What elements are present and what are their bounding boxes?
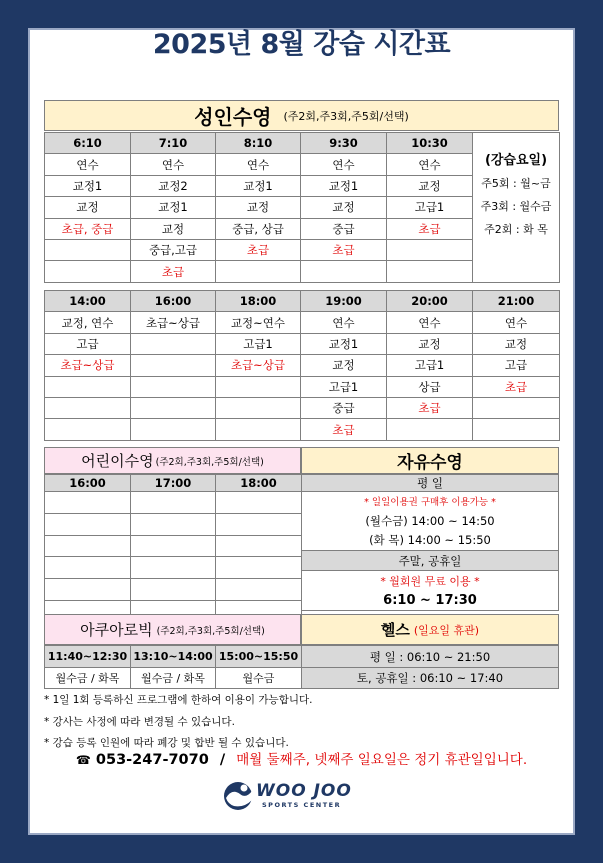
free-swim-title-text: 자유수영 [397, 453, 463, 473]
class-cell: 고급 [45, 333, 131, 354]
class-cell: 연수 [301, 154, 387, 175]
class-cell: 연수 [301, 312, 387, 333]
class-cell [216, 397, 301, 418]
class-cell [387, 419, 473, 440]
class-cell [387, 239, 473, 260]
table-row [45, 513, 302, 535]
logo-name: WOO JOO [256, 781, 352, 801]
time-header: 18:00 [216, 475, 302, 492]
class-cell [45, 419, 131, 440]
class-cell: 교정 [301, 355, 387, 376]
free-weekday-label: 평 일 [302, 475, 559, 492]
class-cell: 연수 [387, 312, 473, 333]
free-weekend-label: 주말, 공휴일 [302, 551, 559, 571]
table-row [45, 376, 560, 397]
table-row [45, 397, 560, 418]
table-row [45, 355, 560, 376]
health-weekend-row [302, 668, 559, 689]
class-cell: 교정 [131, 218, 216, 239]
class-cell [131, 397, 216, 418]
aqua-table [44, 645, 302, 689]
lesson-days-title: (강습요일) [484, 153, 548, 168]
aqua-section-title [44, 614, 301, 645]
kids-note: (주2회,주3회,주5회/선택) [155, 456, 264, 468]
class-cell: 교정 [473, 333, 560, 354]
class-cell [473, 419, 560, 440]
free-swim-title [301, 447, 559, 474]
class-cell: 초급 [216, 239, 301, 260]
aqua-title: 아쿠아로빅 [80, 621, 153, 639]
class-cell: 중급 [301, 397, 387, 418]
free-weekday-slot: (화 목) 14:00 ~ 15:50 [369, 532, 491, 547]
class-cell: 교정1 [301, 175, 387, 196]
footer-contact [44, 748, 559, 768]
table-row [45, 579, 302, 601]
class-cell: 교정~연수 [216, 312, 301, 333]
class-cell: 연수 [216, 154, 301, 175]
class-cell: 중급 [301, 218, 387, 239]
closure-notice: 매월 둘째주, 넷째주 일요일은 정기 휴관일입니다. [236, 752, 528, 768]
class-cell [45, 397, 131, 418]
health-note: (일요일 휴관) [413, 623, 480, 637]
class-cell: 연수 [473, 312, 560, 333]
class-cell [45, 239, 131, 260]
footer-separator: / [219, 752, 226, 768]
aqua-days: 월수금 [216, 668, 302, 689]
class-cell: 교정1 [301, 333, 387, 354]
table-row [45, 492, 302, 514]
lesson-days-line: 주5회 : 월~금 [481, 177, 551, 190]
table-row [45, 312, 560, 333]
note-line: * 강습 등록 인원에 따라 폐강 및 합반 될 수 있습니다. [44, 737, 289, 749]
aqua-days: 월수금 / 화목 [131, 668, 216, 689]
adult-morning-table [44, 132, 560, 283]
free-swim-table [301, 474, 559, 611]
logo-sub: SPORTS CENTER [262, 801, 342, 809]
class-cell: 교정, 연수 [45, 312, 131, 333]
adult-evening-header [45, 291, 560, 312]
time-header: 13:10~14:00 [131, 646, 216, 668]
time-header: 19:00 [301, 291, 387, 312]
class-cell: 중급, 상급 [216, 218, 301, 239]
health-table [301, 645, 559, 689]
class-cell [216, 376, 301, 397]
class-cell: 교정 [301, 197, 387, 218]
class-cell: 초급 [387, 397, 473, 418]
free-weekday-header [302, 475, 559, 492]
aqua-days: 월수금 / 화목 [45, 668, 131, 689]
adult-morning-header [45, 133, 560, 154]
health-weekend: 토, 공휴일 : 06:10 ~ 17:40 [302, 668, 559, 689]
class-cell: 교정1 [131, 197, 216, 218]
class-cell: 초급~상급 [131, 312, 216, 333]
health-weekday: 평 일 : 06:10 ~ 21:50 [302, 646, 559, 668]
adult-note: (주2회,주3회,주5회/선택) [283, 109, 409, 123]
page-title: 2025년 8월 강습 시간표 [152, 29, 451, 60]
class-cell: 교정1 [216, 175, 301, 196]
class-cell: 상급 [387, 376, 473, 397]
class-cell: 초급 [387, 218, 473, 239]
class-cell: 교정 [387, 175, 473, 196]
phone-number: 053-247-7070 [95, 752, 209, 768]
class-cell: 교정 [387, 333, 473, 354]
aqua-note: (주2회,주3회,주5회/선택) [156, 625, 265, 637]
class-cell: 초급 [301, 419, 387, 440]
class-cell: 교정 [216, 197, 301, 218]
class-cell: 연수 [387, 154, 473, 175]
health-section-title [301, 614, 559, 645]
class-cell: 교정1 [45, 175, 131, 196]
class-cell: 초급 [473, 376, 560, 397]
class-cell [131, 355, 216, 376]
class-cell [45, 261, 131, 282]
time-header: 21:00 [473, 291, 560, 312]
class-cell: 연수 [131, 154, 216, 175]
time-header: 20:00 [387, 291, 473, 312]
class-cell [473, 397, 560, 418]
time-header: 16:00 [131, 291, 216, 312]
class-cell [387, 261, 473, 282]
lesson-days-line: 주3회 : 월수금 [480, 200, 552, 213]
time-header: 7:10 [131, 133, 216, 154]
free-weekday-note: * 일일이용권 구매후 이용가능 * [364, 496, 496, 508]
time-header: 8:10 [216, 133, 301, 154]
free-weekend-header [302, 551, 559, 571]
time-header: 6:10 [45, 133, 131, 154]
class-cell: 고급1 [387, 355, 473, 376]
class-cell [216, 261, 301, 282]
class-cell: 연수 [45, 154, 131, 175]
table-row [45, 668, 302, 689]
time-header: 16:00 [45, 475, 131, 492]
class-cell: 초급, 중급 [45, 218, 131, 239]
class-cell: 중급,고급 [131, 239, 216, 260]
notes [44, 690, 559, 755]
class-cell: 고급1 [387, 197, 473, 218]
time-header: 14:00 [45, 291, 131, 312]
free-weekend-body [302, 571, 559, 611]
class-cell [301, 261, 387, 282]
health-weekday-row [302, 646, 559, 668]
time-header: 11:40~12:30 [45, 646, 131, 668]
class-cell [131, 333, 216, 354]
kids-table [44, 474, 302, 623]
class-cell [45, 376, 131, 397]
class-cell: 초급 [301, 239, 387, 260]
time-header: 9:30 [301, 133, 387, 154]
table-row [45, 419, 560, 440]
class-cell: 고급1 [216, 333, 301, 354]
time-header: 18:00 [216, 291, 301, 312]
class-cell [131, 376, 216, 397]
free-weekday-slot: (월수금) 14:00 ~ 14:50 [365, 513, 495, 528]
class-cell: 고급 [473, 355, 560, 376]
adult-evening-table [44, 290, 560, 441]
lesson-days-info [473, 133, 560, 283]
class-cell [131, 419, 216, 440]
kids-title: 어린이수영 [81, 452, 154, 470]
aqua-header [45, 646, 302, 668]
note-line: * 강사는 사정에 따라 변경될 수 있습니다. [44, 715, 235, 728]
class-cell: 교정 [45, 197, 131, 218]
note-line: * 1일 1회 등록하신 프로그램에 한하여 이용이 가능합니다. [44, 694, 313, 706]
adult-section-title [44, 100, 559, 131]
class-cell: 고급1 [301, 376, 387, 397]
free-weekend-time: 6:10 ~ 17:30 [383, 592, 477, 608]
free-weekend-note: * 월회원 무료 이용 * [380, 574, 480, 588]
kids-header [45, 475, 302, 492]
time-header: 17:00 [131, 475, 216, 492]
table-row [45, 557, 302, 579]
adult-title: 성인수영 [194, 105, 272, 129]
health-title: 헬스 [380, 621, 410, 639]
class-cell: 교정2 [131, 175, 216, 196]
kids-section-title [44, 447, 301, 474]
free-weekday-body [302, 492, 559, 551]
time-header: 10:30 [387, 133, 473, 154]
table-row [45, 333, 560, 354]
time-header: 15:00~15:50 [216, 646, 302, 668]
class-cell: 초급~상급 [45, 355, 131, 376]
class-cell [216, 419, 301, 440]
wooju-logo [222, 778, 382, 814]
lesson-days-line: 주2회 : 화 목 [484, 223, 548, 236]
table-row [45, 535, 302, 557]
phone-icon: ☎ [75, 753, 91, 767]
class-cell: 초급 [131, 261, 216, 282]
class-cell: 초급~상급 [216, 355, 301, 376]
